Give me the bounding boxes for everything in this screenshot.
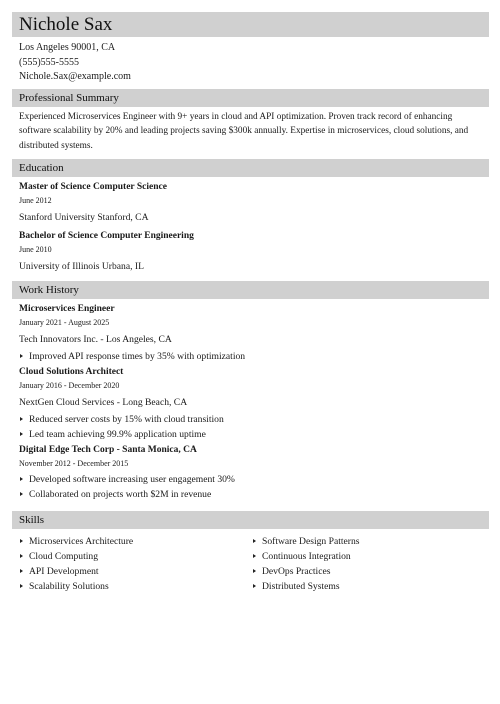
job-bullets xyxy=(19,472,485,502)
work-heading xyxy=(12,281,489,299)
list-item xyxy=(19,349,485,364)
bullet-icon xyxy=(20,492,23,496)
bullet-icon xyxy=(20,569,23,573)
summary-section xyxy=(12,110,489,154)
bullet-icon xyxy=(20,554,23,558)
contact-phone: (555)555-5555 xyxy=(19,56,79,68)
list-item xyxy=(19,472,485,487)
bullet-icon xyxy=(253,584,256,588)
summary-text: Experienced Microservices Engineer with 9+ years in cloud and API optimization. Proven track record of enhancing software scalability by 20% and leading projects saving $300k annually. Expertise in microservices, cloud solutions, and distributed systems. xyxy=(19,111,469,151)
skill-text: API Development xyxy=(29,566,99,577)
work-heading-text: Work History xyxy=(19,284,79,296)
job-company: Tech Innovators Inc. - Los Angeles, CA xyxy=(19,334,172,345)
job-title: Cloud Solutions Architect xyxy=(19,367,124,377)
bullet-icon xyxy=(253,569,256,573)
list-item xyxy=(252,579,485,594)
contact-address: Los Angeles 90001, CA xyxy=(19,42,116,53)
degree-title: Bachelor of Science Computer Engineering xyxy=(19,231,194,241)
list-item xyxy=(19,534,252,549)
job-entry xyxy=(19,366,485,442)
job-entry xyxy=(19,303,485,364)
bullet-icon xyxy=(20,417,23,421)
job-entry xyxy=(19,444,485,502)
bullet-text: Improved API response times by 35% with optimization xyxy=(29,351,246,362)
resume-page xyxy=(12,12,489,594)
job-title: Microservices Engineer xyxy=(19,304,115,314)
bullet-icon xyxy=(20,584,23,588)
job-dates: November 2012 - December 2015 xyxy=(19,459,129,468)
education-heading-text: Education xyxy=(19,162,64,174)
degree-title: Master of Science Computer Science xyxy=(19,182,167,192)
work-section xyxy=(12,303,489,502)
skills-columns xyxy=(19,532,485,594)
name-header xyxy=(12,12,489,37)
education-entry xyxy=(19,181,485,225)
contact-email: Nichole.Sax@example.com xyxy=(19,71,131,82)
job-bullets xyxy=(19,349,485,364)
bullet-icon xyxy=(20,539,23,543)
school-name: Stanford University Stanford, CA xyxy=(19,212,149,223)
education-entry xyxy=(19,230,485,274)
list-item xyxy=(19,412,485,427)
skill-text: Microservices Architecture xyxy=(29,536,134,547)
school-name: University of Illinois Urbana, IL xyxy=(19,261,144,272)
bullet-text: Led team achieving 99.9% application uptime xyxy=(29,429,206,440)
skill-text: Software Design Patterns xyxy=(262,536,360,547)
bullet-text: Reduced server costs by 15% with cloud transition xyxy=(29,414,224,425)
list-item xyxy=(19,427,485,442)
skills-section xyxy=(12,532,489,594)
candidate-name: Nichole Sax xyxy=(19,14,113,35)
skill-text: DevOps Practices xyxy=(262,566,331,577)
degree-date: June 2012 xyxy=(19,196,52,205)
list-item xyxy=(19,579,252,594)
skill-text: Cloud Computing xyxy=(29,551,99,562)
education-heading xyxy=(12,159,489,177)
list-item xyxy=(252,549,485,564)
job-company: NextGen Cloud Services - Long Beach, CA xyxy=(19,397,188,408)
degree-date: June 2010 xyxy=(19,245,52,254)
list-item xyxy=(252,534,485,549)
job-dates: January 2016 - December 2020 xyxy=(19,381,120,390)
bullet-icon xyxy=(20,354,23,358)
list-item xyxy=(252,564,485,579)
bullet-icon xyxy=(20,432,23,436)
bullet-text: Developed software increasing user engagement 30% xyxy=(29,474,235,485)
bullet-text: Collaborated on projects worth $2M in revenue xyxy=(29,489,212,500)
skill-text: Continuous Integration xyxy=(262,551,351,562)
skills-heading-text: Skills xyxy=(19,514,45,526)
list-item xyxy=(19,564,252,579)
bullet-icon xyxy=(20,477,23,481)
summary-heading xyxy=(12,89,489,107)
skill-text: Scalability Solutions xyxy=(29,581,109,592)
list-item xyxy=(19,549,252,564)
education-section xyxy=(12,181,489,274)
bullet-icon xyxy=(253,539,256,543)
bullet-icon xyxy=(253,554,256,558)
skill-text: Distributed Systems xyxy=(262,581,340,592)
job-bullets xyxy=(19,412,485,442)
list-item xyxy=(19,487,485,502)
skills-list-right xyxy=(252,534,485,594)
job-dates: January 2021 - August 2025 xyxy=(19,318,110,327)
job-title: Digital Edge Tech Corp - Santa Monica, CA xyxy=(19,445,197,455)
summary-heading-text: Professional Summary xyxy=(19,91,119,104)
skills-list-left xyxy=(19,534,252,594)
skills-heading xyxy=(12,511,489,529)
contact-block xyxy=(12,41,489,85)
